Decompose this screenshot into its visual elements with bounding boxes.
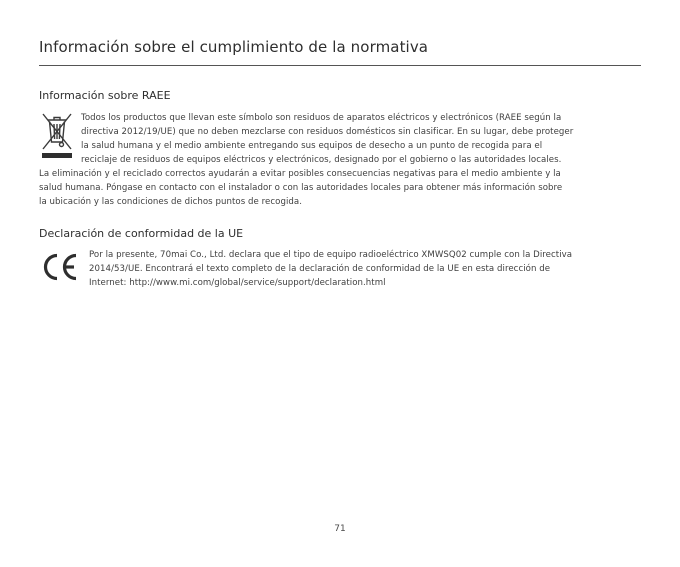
eu-paragraph-line: Internet: http://www.mi.com/global/service/support/declaration.html [89,278,386,288]
weee-paragraph-line: reciclaje de residuos de equipos eléctricos y electrónicos, designado por el gobierno o las autoridades locales. [81,155,562,165]
weee-section-heading: Información sobre RAEE [39,89,171,102]
page-number: 71 [334,524,346,534]
crossed-out-wheelie-bin-icon [40,112,74,160]
weee-paragraph-line: directiva 2012/19/UE) que no deben mezclarse con residuos domésticos sin clasificar. En su lugar, debe proteger [81,127,574,137]
weee-paragraph-line: la ubicación y las condiciones de dichos puntos de recogida. [39,197,303,207]
page-title: Información sobre el cumplimiento de la normativa [39,38,429,56]
eu-paragraph-line: Por la presente, 70mai Co., Ltd. declara que el tipo de equipo radioeléctrico XMWSQ02 cumple con la Directiva [89,250,573,260]
ce-mark-icon [40,251,80,283]
weee-paragraph-line: salud humana. Póngase en contacto con el instalador o con las autoridades locales para obtener más información sobre [39,183,563,193]
eu-paragraph-line: 2014/53/UE. Encontrará el texto completo de la declaración de conformidad de la UE en esta dirección de [89,264,551,274]
eu-section-heading: Declaración de conformidad de la UE [39,227,244,240]
weee-paragraph-line: La eliminación y el reciclado correctos ayudarán a evitar posibles consecuencias negativas para el medio ambiente y la [39,169,561,179]
title-divider [39,65,641,66]
weee-paragraph-line: Todos los productos que llevan este símbolo son residuos de aparatos eléctricos y electrónicos (RAEE según la [81,113,562,123]
weee-paragraph-line: la salud humana y el medio ambiente entregando sus equipos de desecho a un punto de recogida para el [81,141,543,151]
